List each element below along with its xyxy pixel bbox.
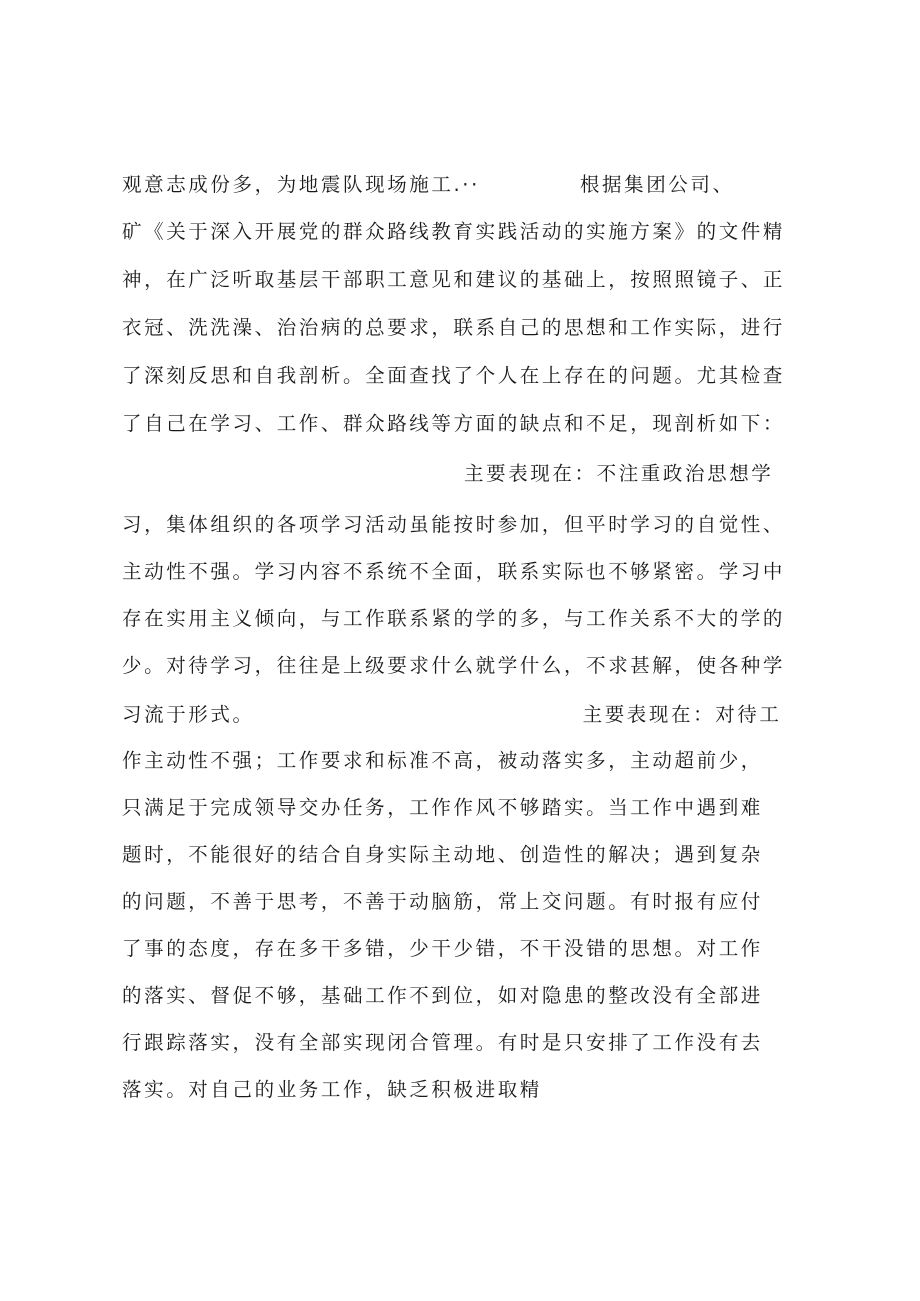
text-line (122, 749, 763, 773)
line-text: 少。对待学习，往往是上级要求什么就学什么，不求甚解，使各种学 (122, 654, 786, 677)
line-text: 观意志成份多，为地震队现场施工.·· (122, 173, 480, 196)
text-line (122, 1031, 763, 1055)
line-text: 主要表现在：不注重政治思想学 (464, 462, 774, 485)
text-line (122, 1078, 542, 1102)
text-line (122, 607, 785, 631)
line-text: 了事的态度，存在多干多错，少干少错，不干没错的思想。对工作 (122, 937, 763, 960)
line-text: 衣冠、洗洗澡、治治病的总要求，联系自己的思想和工作实际，进行 (122, 316, 786, 339)
line-text: 只满足于完成领导交办任务，工作作风不够踏实。当工作中遇到难 (122, 796, 763, 819)
line-text: 了深刻反思和自我剖析。全面查找了个人在上存在的问题。尤其检查 (122, 364, 786, 387)
line-text-continued: 根据集团公司、 (579, 173, 735, 196)
line-text: 习，集体组织的各项学习活动虽能按时参加，但平时学习的自觉性、 (122, 513, 786, 536)
text-line (122, 843, 763, 867)
text-line (122, 560, 785, 584)
text-line (122, 513, 785, 537)
text-line (122, 268, 785, 292)
text-line (122, 796, 763, 820)
text-line (122, 316, 785, 340)
text-line (122, 220, 785, 244)
text-line (122, 364, 785, 388)
line-text: 矿《关于深入开展党的群众路线教育实践活动的实施方案》的文件精 (122, 220, 786, 243)
line-text: 存在实用主义倾向，与工作联系紧的学的多，与工作关系不大的学的 (122, 607, 786, 630)
text-line (122, 937, 763, 961)
line-text: 主动性不强。学习内容不系统不全面，联系实际也不够紧密。学习中 (122, 560, 786, 583)
text-line (122, 173, 735, 197)
line-text: 了自己在学习、工作、群众路线等方面的缺点和不足，现剖析如下： (122, 412, 786, 435)
line-text: 的问题，不善于思考，不善于动脑筋，常上交问题。有时报有应付 (122, 890, 763, 913)
line-text: 习流于形式。 (122, 703, 255, 726)
line-text: 落实。对自己的业务工作，缺乏积极进取精 (122, 1078, 542, 1101)
text-line (122, 412, 785, 436)
line-text: 神，在广泛听取基层干部职工意见和建议的基础上，按照照镜子、正 (122, 268, 786, 291)
line-text: 题时，不能很好的结合自身实际主动地、创造性的解决；遇到复杂 (122, 843, 763, 866)
text-line (122, 984, 763, 1008)
text-line (122, 654, 785, 678)
line-text: 作主动性不强；工作要求和标准不高，被动落实多，主动超前少， (122, 749, 763, 772)
line-text: 的落实、督促不够，基础工作不到位，如对隐患的整改没有全部进 (122, 984, 763, 1007)
text-line (464, 462, 773, 486)
line-text: 行跟踪落实，没有全部实现闭合管理。有时是只安排了工作没有去 (122, 1031, 763, 1054)
line-text-continued: 主要表现在：对待工 (582, 703, 782, 726)
text-line (122, 703, 782, 727)
text-line (122, 890, 763, 914)
